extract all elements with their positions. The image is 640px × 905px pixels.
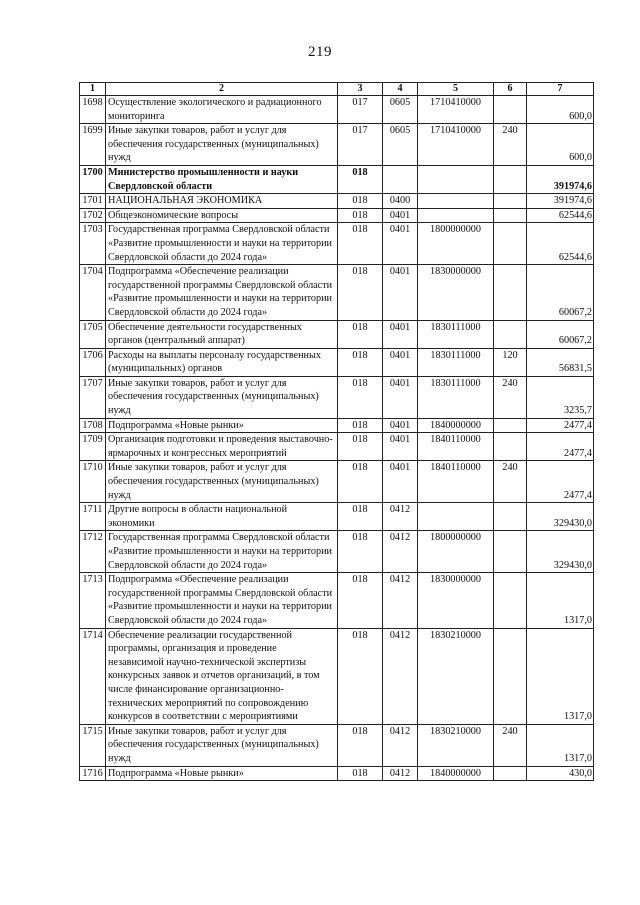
cell-ministry-code: 018 (338, 194, 383, 209)
cell-row-number: 1703 (80, 223, 106, 265)
cell-target-article: 1830000000 (418, 573, 494, 628)
cell-amount: 329430,0 (527, 531, 594, 573)
cell-description: Обеспечение реализации государственной программы, организация и проведение независимой научно-технической экспертизы конкурсных заявок и отчетов организаций, в том числе финансирование организационно-технических мероприятий по сопровождению конкурсов в соответствии с мероприятиями (106, 628, 338, 724)
cell-amount: 60067,2 (527, 265, 594, 320)
cell-description: Подпрограмма «Обеспечение реализации государственной программы Свердловской области «Развитие промышленности и науки на территории Свердловской области до 2024 года» (106, 265, 338, 320)
table-row (80, 96, 594, 124)
header-col-5: 5 (418, 83, 494, 96)
cell-description: Обеспечение деятельности государственных органов (центральный аппарат) (106, 320, 338, 348)
cell-expense-type: 240 (494, 461, 527, 503)
cell-section-code: 0401 (383, 208, 418, 223)
cell-target-article: 1840000000 (418, 418, 494, 433)
cell-section-code: 0412 (383, 503, 418, 531)
cell-ministry-code: 017 (338, 124, 383, 166)
cell-expense-type (494, 265, 527, 320)
cell-section-code: 0412 (383, 573, 418, 628)
table-row (80, 573, 594, 628)
cell-expense-type (494, 194, 527, 209)
table-row (80, 208, 594, 223)
cell-amount: 56831,5 (527, 348, 594, 376)
cell-section-code: 0401 (383, 376, 418, 418)
cell-target-article (418, 165, 494, 193)
cell-row-number: 1708 (80, 418, 106, 433)
table-row (80, 766, 594, 781)
cell-description: Министерство промышленности и науки Свердловской области (106, 165, 338, 193)
cell-ministry-code: 018 (338, 348, 383, 376)
cell-row-number: 1699 (80, 124, 106, 166)
cell-row-number: 1704 (80, 265, 106, 320)
cell-amount: 391974,6 (527, 194, 594, 209)
cell-description: Государственная программа Свердловской области «Развитие промышленности и науки на территории Свердловской области до 2024 года» (106, 531, 338, 573)
cell-row-number: 1716 (80, 766, 106, 781)
cell-expense-type (494, 573, 527, 628)
table-row (80, 724, 594, 766)
cell-row-number: 1700 (80, 165, 106, 193)
cell-description: Расходы на выплаты персоналу государственных (муниципальных) органов (106, 348, 338, 376)
cell-row-number: 1710 (80, 461, 106, 503)
cell-row-number: 1712 (80, 531, 106, 573)
cell-amount: 1317,0 (527, 628, 594, 724)
header-col-4: 4 (383, 83, 418, 96)
cell-description: Иные закупки товаров, работ и услуг для обеспечения государственных (муниципальных) нужд (106, 376, 338, 418)
cell-amount: 600,0 (527, 124, 594, 166)
cell-ministry-code: 018 (338, 320, 383, 348)
page-number: 219 (308, 44, 332, 60)
cell-row-number: 1711 (80, 503, 106, 531)
cell-row-number: 1707 (80, 376, 106, 418)
cell-row-number: 1706 (80, 348, 106, 376)
cell-target-article: 1830000000 (418, 265, 494, 320)
cell-ministry-code: 018 (338, 573, 383, 628)
cell-section-code: 0400 (383, 194, 418, 209)
cell-description: Государственная программа Свердловской области «Развитие промышленности и науки на территории Свердловской области до 2024 года» (106, 223, 338, 265)
cell-section-code: 0401 (383, 418, 418, 433)
cell-ministry-code: 018 (338, 628, 383, 724)
cell-target-article: 1710410000 (418, 124, 494, 166)
cell-description: Иные закупки товаров, работ и услуг для обеспечения государственных (муниципальных) нужд (106, 724, 338, 766)
table-row (80, 376, 594, 418)
table-row (80, 418, 594, 433)
cell-expense-type (494, 165, 527, 193)
cell-expense-type: 240 (494, 724, 527, 766)
cell-description: Организация подготовки и проведения выставочно-ярмарочных и конгрессных мероприятий (106, 433, 338, 461)
cell-expense-type (494, 418, 527, 433)
header-col-6: 6 (494, 83, 527, 96)
cell-row-number: 1702 (80, 208, 106, 223)
cell-section-code: 0412 (383, 628, 418, 724)
cell-description: Иные закупки товаров, работ и услуг для обеспечения государственных (муниципальных) нужд (106, 461, 338, 503)
table-row (80, 194, 594, 209)
cell-ministry-code: 018 (338, 766, 383, 781)
cell-row-number: 1701 (80, 194, 106, 209)
cell-row-number: 1714 (80, 628, 106, 724)
cell-ministry-code: 018 (338, 265, 383, 320)
cell-amount: 62544,6 (527, 223, 594, 265)
cell-description: НАЦИОНАЛЬНАЯ ЭКОНОМИКА (106, 194, 338, 209)
cell-ministry-code: 018 (338, 724, 383, 766)
header-col-7: 7 (527, 83, 594, 96)
cell-expense-type (494, 223, 527, 265)
cell-ministry-code: 018 (338, 165, 383, 193)
table-row (80, 320, 594, 348)
cell-expense-type (494, 96, 527, 124)
cell-section-code: 0401 (383, 320, 418, 348)
cell-target-article (418, 503, 494, 531)
cell-expense-type (494, 433, 527, 461)
cell-target-article: 1830210000 (418, 628, 494, 724)
cell-ministry-code: 018 (338, 418, 383, 433)
cell-description: Подпрограмма «Обеспечение реализации государственной программы Свердловской области «Развитие промышленности и науки на территории Свердловской области до 2024 года» (106, 573, 338, 628)
cell-section-code: 0412 (383, 531, 418, 573)
cell-description: Иные закупки товаров, работ и услуг для обеспечения государственных (муниципальных) нужд (106, 124, 338, 166)
cell-ministry-code: 017 (338, 96, 383, 124)
table-row (80, 433, 594, 461)
cell-row-number: 1715 (80, 724, 106, 766)
cell-target-article (418, 208, 494, 223)
cell-expense-type: 240 (494, 376, 527, 418)
cell-amount: 2477,4 (527, 461, 594, 503)
cell-target-article (418, 194, 494, 209)
cell-expense-type (494, 766, 527, 781)
cell-section-code: 0412 (383, 724, 418, 766)
cell-amount: 329430,0 (527, 503, 594, 531)
cell-section-code: 0401 (383, 461, 418, 503)
cell-ministry-code: 018 (338, 208, 383, 223)
cell-expense-type: 240 (494, 124, 527, 166)
table-row (80, 223, 594, 265)
cell-amount: 1317,0 (527, 573, 594, 628)
table-row (80, 124, 594, 166)
table-row (80, 165, 594, 193)
cell-row-number: 1713 (80, 573, 106, 628)
table-body (80, 96, 594, 781)
cell-target-article: 1840110000 (418, 433, 494, 461)
cell-row-number: 1709 (80, 433, 106, 461)
table-row (80, 503, 594, 531)
cell-expense-type (494, 503, 527, 531)
cell-amount: 600,0 (527, 96, 594, 124)
cell-description: Осуществление экологического и радиационного мониторинга (106, 96, 338, 124)
cell-amount: 60067,2 (527, 320, 594, 348)
cell-ministry-code: 018 (338, 223, 383, 265)
cell-ministry-code: 018 (338, 376, 383, 418)
cell-ministry-code: 018 (338, 461, 383, 503)
table-header-row (80, 83, 594, 96)
cell-description: Подпрограмма «Новые рынки» (106, 766, 338, 781)
table-row (80, 265, 594, 320)
header-col-2: 2 (106, 83, 338, 96)
budget-table (79, 82, 594, 781)
table-row (80, 348, 594, 376)
header-col-1: 1 (80, 83, 106, 96)
cell-description: Общеэкономические вопросы (106, 208, 338, 223)
cell-section-code: 0401 (383, 348, 418, 376)
cell-amount: 62544,6 (527, 208, 594, 223)
cell-expense-type (494, 628, 527, 724)
cell-expense-type (494, 208, 527, 223)
cell-expense-type (494, 320, 527, 348)
cell-expense-type: 120 (494, 348, 527, 376)
cell-section-code: 0605 (383, 96, 418, 124)
cell-ministry-code: 018 (338, 433, 383, 461)
cell-amount: 1317,0 (527, 724, 594, 766)
cell-section-code: 0401 (383, 223, 418, 265)
cell-expense-type (494, 531, 527, 573)
table-row (80, 628, 594, 724)
header-col-3: 3 (338, 83, 383, 96)
cell-target-article: 1830111000 (418, 320, 494, 348)
table-row (80, 461, 594, 503)
cell-target-article: 1840000000 (418, 766, 494, 781)
cell-section-code: 0605 (383, 124, 418, 166)
cell-target-article: 1710410000 (418, 96, 494, 124)
cell-row-number: 1705 (80, 320, 106, 348)
cell-section-code (383, 165, 418, 193)
cell-target-article: 1830111000 (418, 348, 494, 376)
cell-amount: 2477,4 (527, 418, 594, 433)
cell-amount: 2477,4 (527, 433, 594, 461)
cell-amount: 3235,7 (527, 376, 594, 418)
cell-amount: 391974,6 (527, 165, 594, 193)
cell-section-code: 0401 (383, 433, 418, 461)
cell-row-number: 1698 (80, 96, 106, 124)
cell-target-article: 1800000000 (418, 223, 494, 265)
cell-section-code: 0412 (383, 766, 418, 781)
cell-description: Другие вопросы в области национальной экономики (106, 503, 338, 531)
cell-amount: 430,0 (527, 766, 594, 781)
cell-target-article: 1800000000 (418, 531, 494, 573)
cell-target-article: 1830111000 (418, 376, 494, 418)
cell-target-article: 1840110000 (418, 461, 494, 503)
cell-ministry-code: 018 (338, 503, 383, 531)
cell-target-article: 1830210000 (418, 724, 494, 766)
table-row (80, 531, 594, 573)
cell-ministry-code: 018 (338, 531, 383, 573)
cell-description: Подпрограмма «Новые рынки» (106, 418, 338, 433)
cell-section-code: 0401 (383, 265, 418, 320)
